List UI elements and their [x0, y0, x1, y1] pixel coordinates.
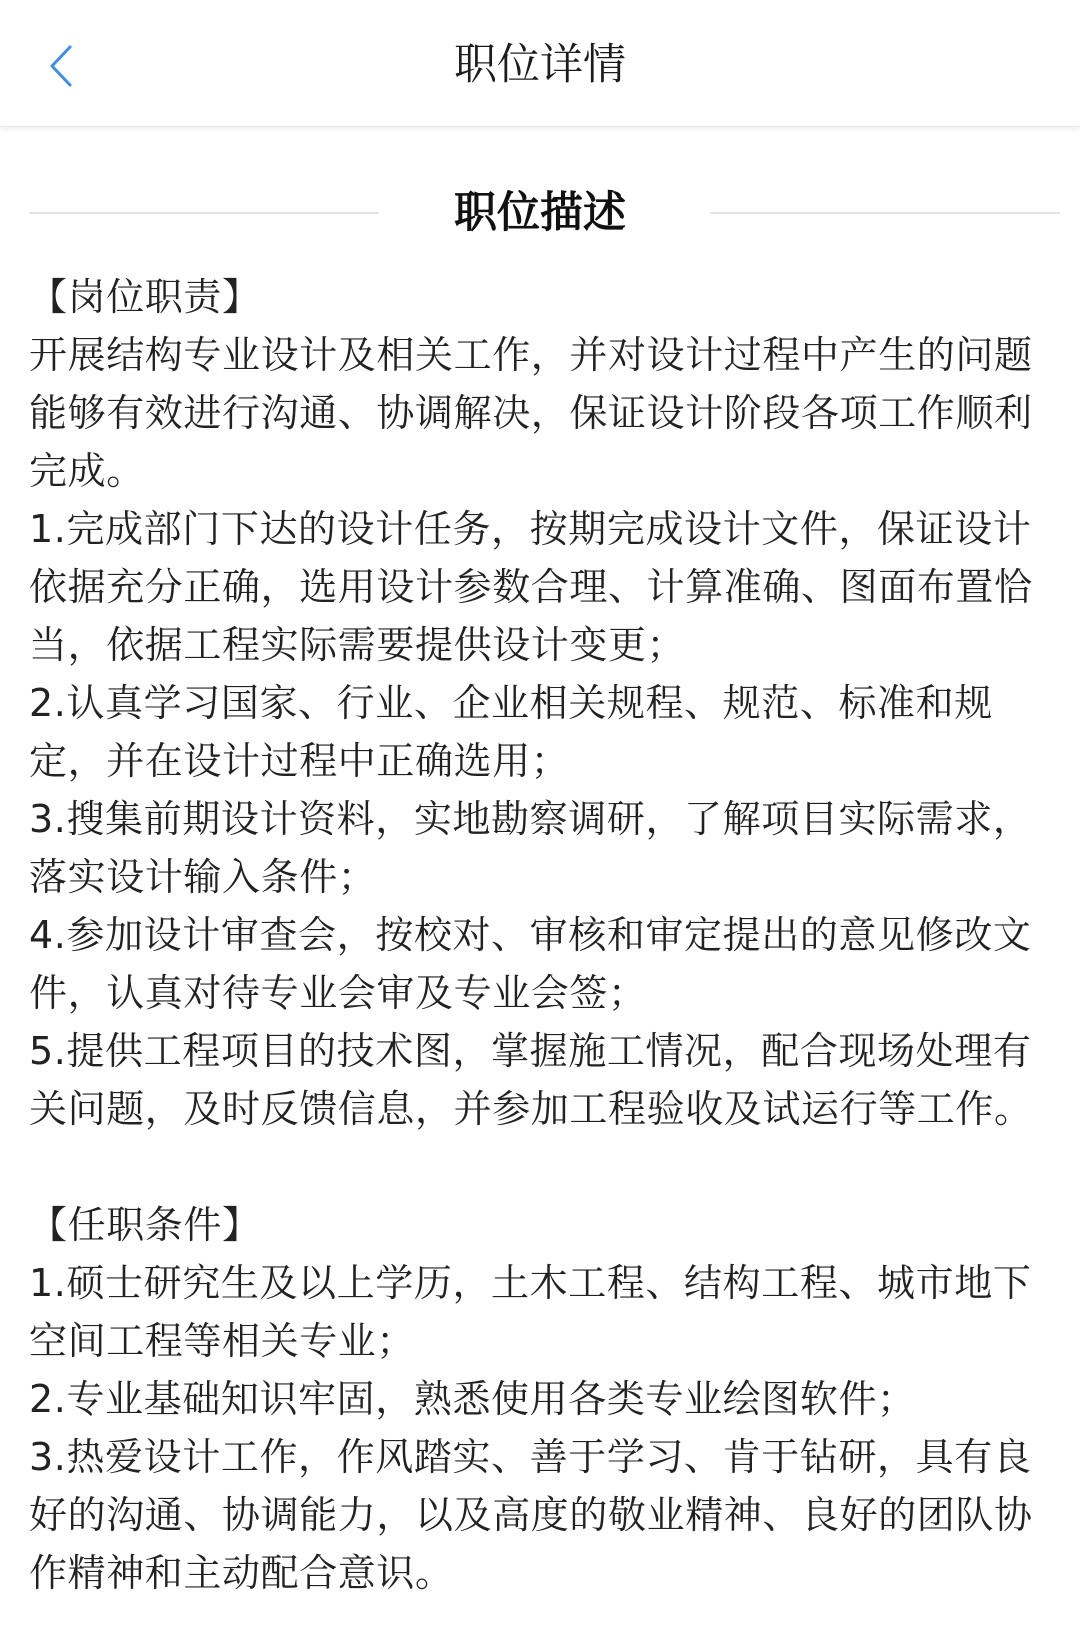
nav-header	[0, 0, 1080, 127]
text-line: 5.提供工程项目的技术图，掌握施工情况，配合现场处理有	[29, 1029, 1032, 1073]
paragraph	[29, 1370, 1069, 1428]
text-line: 3.热爱设计工作，作风踏实、善于学习、肯于钻研，具有良	[29, 1435, 1032, 1479]
paragraph	[29, 500, 1069, 674]
text-line: 作精神和主动配合意识。	[29, 1551, 454, 1595]
requirements-block	[29, 1196, 1069, 1602]
paragraph	[29, 674, 1069, 790]
text-line: 1.完成部门下达的设计任务，按期完成设计文件，保证设计	[29, 507, 1032, 551]
paragraph	[29, 1022, 1069, 1138]
requirements-heading: 【任职条件】	[29, 1203, 261, 1247]
text-line: 能够有效进行沟通、协调解决，保证设计阶段各项工作顺利	[29, 391, 1033, 435]
text-line: 空间工程等相关专业；	[29, 1319, 416, 1363]
text-line: 2.认真学习国家、行业、企业相关规程、规范、标准和规	[29, 681, 993, 725]
paragraph	[29, 1254, 1069, 1370]
divider-right	[710, 212, 1060, 214]
paragraph	[29, 326, 1069, 500]
text-line: 完成。	[29, 449, 145, 493]
text-line: 4.参加设计审查会，按校对、审核和审定提出的意见修改文	[29, 913, 1032, 957]
text-line: 定，并在设计过程中正确选用；	[29, 739, 570, 783]
text-line: 关问题，及时反馈信息，并参加工程验收及试运行等工作。	[29, 1087, 1033, 1131]
paragraph	[29, 1428, 1069, 1602]
text-line: 好的沟通、协调能力，以及高度的敬业精神、良好的团队协	[29, 1493, 1033, 1537]
text-line: 3.搜集前期设计资料，实地勘察调研，了解项目实际需求，	[29, 797, 1032, 841]
paragraph	[29, 790, 1069, 906]
text-line: 开展结构专业设计及相关工作，并对设计过程中产生的问题	[29, 333, 1033, 377]
text-line: 件，认真对待专业会审及专业会签；	[29, 971, 647, 1015]
paragraph	[29, 906, 1069, 1022]
section-header	[0, 184, 1080, 242]
text-line: 依据充分正确，选用设计参数合理、计算准确、图面布置恰	[29, 565, 1033, 609]
text-line: 落实设计输入条件；	[29, 855, 377, 899]
job-description	[29, 268, 1069, 1602]
responsibilities-block	[29, 268, 1069, 1138]
text-line: 当，依据工程实际需要提供设计变更；	[29, 623, 686, 667]
section-title: 职位描述	[454, 188, 626, 238]
blank-line	[29, 1138, 1069, 1196]
responsibilities-heading: 【岗位职责】	[29, 275, 261, 319]
text-line: 2.专业基础知识牢固，熟悉使用各类专业绘图软件；	[29, 1377, 916, 1421]
page-title: 职位详情	[454, 40, 626, 90]
text-line: 1.硕士研究生及以上学历，土木工程、结构工程、城市地下	[29, 1261, 1032, 1305]
